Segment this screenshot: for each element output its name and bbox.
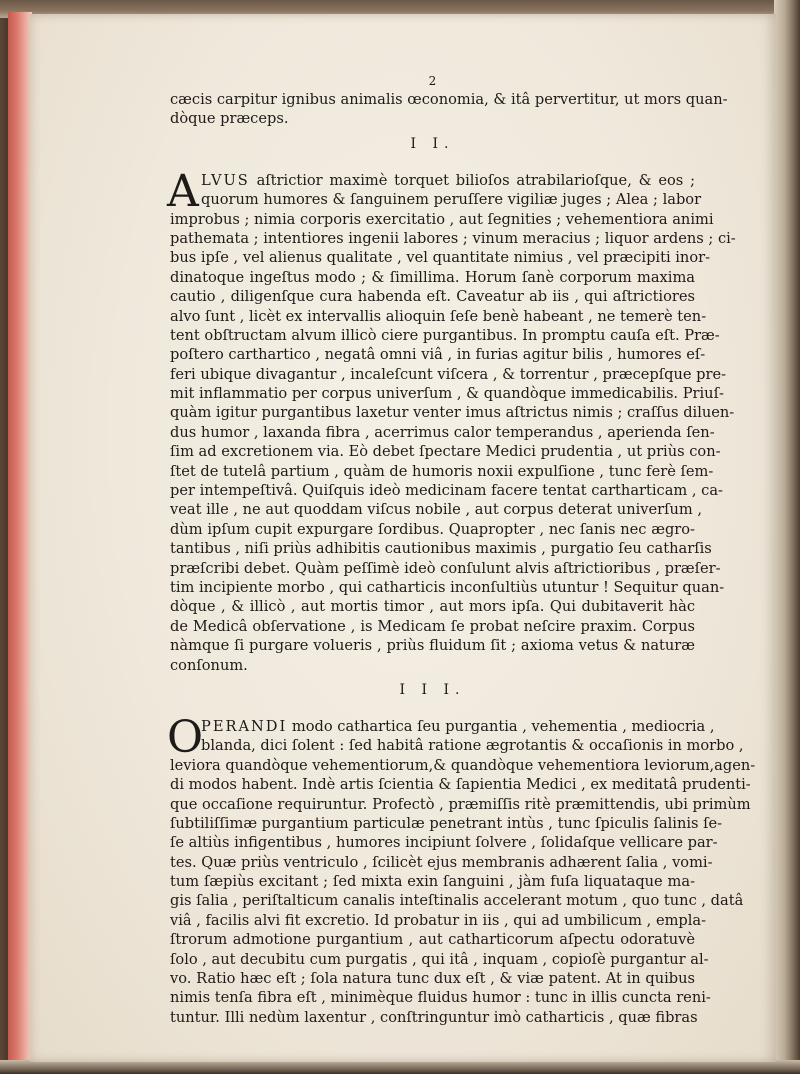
text-line: dòque præceps. (170, 110, 289, 128)
section-heading-ii: I I. (410, 135, 455, 152)
text-line: de Medicâ obſervatione , is Medicam ſe probat neſcire praxim. Corpus (170, 617, 695, 635)
text-line: præſcribi debet. Quàm peſſimè ideò conſulunt alvis aſtrictioribus , præſer- (170, 559, 721, 577)
text-line: nàmque ſi purgare volueris , priùs fluidum ſit ; axioma vetus & naturæ (170, 637, 695, 655)
text-line: ſim ad excretionem via. Eò debet ſpectare Medici prudentia , ut priùs con- (170, 443, 721, 461)
lead-word: PERANDI (201, 717, 288, 735)
text-line: dus humor , laxanda fibra , acerrimus calor temperandus , aperienda ſen- (170, 423, 715, 441)
text-line: per intempeſtivâ. Quiſquis ideò medicinam facere tentat cartharticam , ca- (170, 482, 723, 500)
text-line: vo. Ratio hæc eſt ; ſola natura tunc dux eſt , & viæ patent. At in quibus (170, 970, 695, 988)
text-line: conſonum. (170, 656, 248, 674)
text-line: dùm ipſum cupit expurgare ſordibus. Quapropter , nec ſanis nec ægro- (170, 520, 695, 538)
text-line: tent obſtructam alvum illicò ciere purgantibus. In promptu cauſa eſt. Præ- (170, 326, 720, 344)
lead-word: LVUS (201, 171, 250, 189)
text-line: feri ubique divagantur , incaleſcunt viſcera , & torrentur , præcepſque pre- (170, 365, 727, 383)
text-line: dinatoque ingeſtus modo ; & ſimillima. Horum ſanè corporum maxima (170, 268, 695, 286)
text-line: ſtet de tutelâ partium , quàm de humoris noxii expulſione , tunc ferè ſem- (170, 462, 714, 480)
text-line: leviora quandòque vehementiorum,& quandòque vehementiora leviorum,agen- (170, 756, 756, 774)
drop-cap: A (167, 165, 199, 217)
text-line: gis ſalia , periſtalticum canalis inteſtinalis accelerant motum , quo tunc , datâ (170, 892, 744, 910)
text-line: cæcis carpitur ignibus animalis œconomia, & itâ pervertitur, ut mors quan- (170, 91, 728, 108)
text-line: tuntur. Illi nedùm laxentur , conſtringuntur imò catharticis , quæ fibras (170, 1008, 698, 1026)
text-line: mit inflammatio per corpus univerſum , & quandòque immedicabilis. Priuſ- (170, 385, 724, 403)
section-ii-paragraph (167, 165, 736, 675)
text-line: improbus ; nimia corporis exercitatio , aut ſegnities ; vehementiora animi (170, 210, 714, 228)
drop-cap: O (167, 711, 204, 763)
text-line: cautio , diligenſque cura habenda eſt. Caveatur ab iis , qui aſtrictiores (170, 288, 695, 306)
bottom-book-edge (0, 1060, 800, 1074)
text-line: pathemata ; intentiores ingenii labores ; vinum meracius ; liquor ardens ; ci- (170, 229, 736, 247)
text-line: poſtero carthartico , negatâ omni viâ , in furias agitur bilis , humores eſ- (170, 346, 706, 364)
text-line: PERANDI modo cathartica ſeu purgantia , vehementia , mediocria , (201, 717, 715, 735)
text-line: que occaſione requiruntur. Profectò , præmiſſis ritè præmittendis, ubi primùm (170, 795, 751, 813)
text-line: veat ille , ne aut quoddam viſcus nobile , aut corpus deterat univerſum , (170, 501, 703, 519)
text-line: dòque , & illicò , aut mortis timor , aut mors ipſa. Qui dubitaverit hàc (170, 598, 695, 616)
text-line: viâ , facilis alvi fit excretio. Id probatur in iis , qui ad umbilicum , empla- (170, 911, 707, 929)
section-heading-iii: I I I. (399, 681, 466, 698)
text-line: tim incipiente morbo , qui catharticis inconſultiùs utuntur ! Sequitur quan- (170, 578, 725, 596)
text-line: alvo ſunt , licèt ex intervallis alioquin ſeſe benè habeant , ne temerè ten- (170, 307, 707, 325)
text-line: quàm igitur purgantibus laxetur venter imus aſtrictus nimis ; craſſus diluen- (170, 404, 735, 422)
text-line: tes. Quæ priùs ventriculo , ſcilicèt ejus membranis adhærent ſalia , vomi- (170, 853, 713, 871)
text-line: ſe altiùs infigentibus , humores incipiunt ſolvere , ſolidaſque vellicare par- (170, 834, 718, 852)
text-line: nimis tenſa fibra eſt , minimèque fluidus humor : tunc in illis cuncta reni- (170, 989, 711, 1007)
text-line: LVUS aſtrictior maximè torquet bilioſos atrabilarioſque, & eos ; (201, 171, 695, 189)
text-column (167, 74, 756, 1027)
text-line: tantibus , niſi priùs adhibitis cautionibus maximis , purgatio ſeu catharſis (170, 540, 712, 558)
text-line: ſubtiliſſimæ purgantium particulæ penetrant intùs , tunc ſpiculis ſalinis ſe- (170, 814, 723, 832)
text-line: di modos habent. Indè artis ſcientia & ſapientia Medici , ex meditatâ prudenti- (170, 776, 751, 794)
text-line: ſtrorum admotione purgantium , aut catharticorum aſpectu odoratuvè (170, 931, 695, 949)
text-line: bus ipſe , vel alienus qualitate , vel quantitate nimius , vel præcipiti inor- (170, 249, 711, 267)
page-number: 2 (428, 74, 437, 88)
right-book-binding (774, 0, 800, 1074)
text-line: quorum humores & ſanguinem peruſſere vigiliæ juges ; Alea ; labor (201, 191, 702, 209)
text-line: ſolo , aut decubitu cum purgatis , qui itâ , inquam , copioſè purgantur al- (170, 950, 709, 968)
text-line: tum ſæpiùs excitant ; ſed mixta exin ſanguini , jàm fuſa liquataque ma- (170, 873, 695, 891)
intro-paragraph (170, 90, 728, 129)
section-iii-paragraph (167, 711, 756, 1027)
left-page-edge (8, 12, 32, 1074)
text-line: blanda, dici ſolent : ſed habitâ ratione ægrotantis & occaſionis in morbo , (201, 737, 744, 755)
